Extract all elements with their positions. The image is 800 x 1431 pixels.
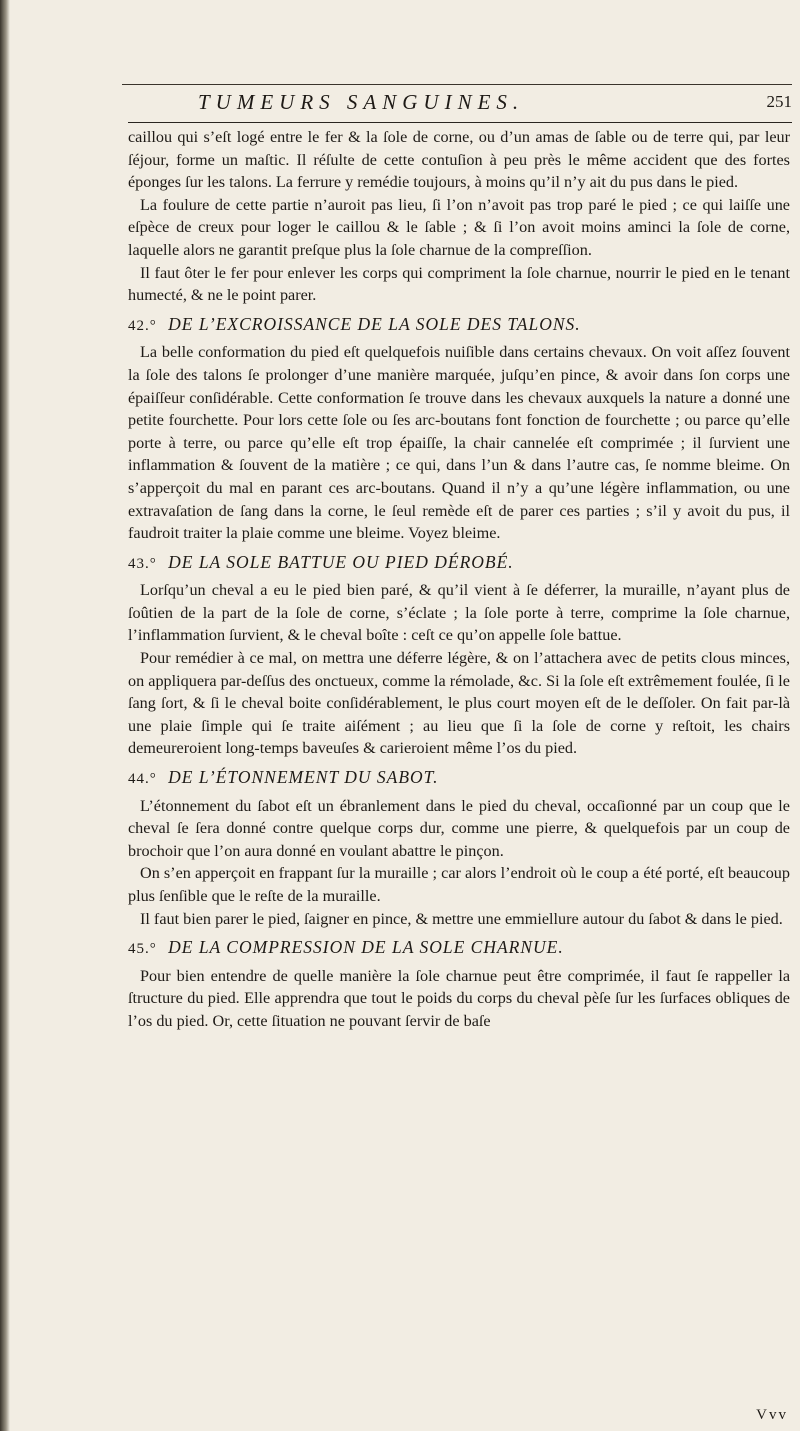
section-heading-43 [128, 551, 790, 576]
paragraph: Il faut bien parer le pied, ſaigner en pince, & mettre une emmiellure autour du ſabot & dans le pied. [140, 909, 783, 928]
paragraph: Lorſqu’un cheval a eu le pied bien paré, & qu’il vient à ſe déferrer, la muraille, n’ayant plus de ſoûtien de la part de la ſole de corne, s’éclate ; la ſole porte à terre, comprime la ſole charnue, l’inflammation ſurvient, & le cheval boîte : ceſt ce qu’on appelle ſole battue. [128, 581, 790, 645]
paragraph: La foulure de cette partie n’auroit pas lieu, ſi l’on n’avoit pas trop paré le pied ; ce qui laiſſe une eſpèce de creux pour loger le caillou & le ſable ; & ſi l’on avoit moins aminci la ſole de corne, laquelle alors ne garantit preſque plus la ſole charnue de la compreſſion. [128, 195, 790, 259]
page-number: 251 [766, 92, 792, 111]
section-heading-44 [128, 766, 790, 791]
section-number: 42.° [128, 317, 157, 334]
section-number: 45.° [128, 941, 157, 958]
signature-mark: Vvv [756, 1407, 788, 1423]
section-number: 43.° [128, 555, 157, 572]
paragraph: Pour bien entendre de quelle manière la ſole charnue peut être comprimée, il faut ſe rappeller la ſtructure du pied. Elle apprendra que tout le poids du corps du cheval pèſe ſur les ſurfaces obliques de l’os du pied. Or, cette ſituation ne pouvant ſervir de baſe [128, 966, 790, 1030]
section-title: DE L’EXCROISSANCE DE LA SOLE DES TALONS. [168, 313, 581, 334]
paragraph: Il faut ôter le fer pour enlever les corps qui compriment la ſole charnue, nourrir le pied en le tenant humecté, & ne le point parer. [128, 263, 790, 305]
running-head [128, 88, 792, 118]
section-title: DE LA SOLE BATTUE OU PIED DÉROBÉ. [168, 551, 514, 572]
section-title: DE L’ÉTONNEMENT DU SABOT. [168, 767, 439, 788]
top-rule [122, 84, 792, 85]
section-heading-45 [128, 936, 790, 961]
paragraph: On s’en apperçoit en frappant ſur la muraille ; car alors l’endroit où le coup a été porté, eſt beaucoup plus ſenſible que le reſte de la muraille. [128, 864, 790, 905]
paragraph: L’étonnement du ſabot eſt un ébranlement dans le pied du cheval, occaſionné par un coup que le cheval ſe ſera donné contre quelque corps dur, comme une pierre, & quelquefois par un coup de brochoir que l’on aura donné en voulant abattre le pinçon. [128, 796, 790, 860]
paragraph: La belle conformation du pied eſt quelquefois nuiſible dans certains chevaux. On voit aſſez ſouvent la ſole des talons ſe prolonger d’une manière marquée, juſqu’en pince, & avoir dans ſon corps une épaiſſeur conſidérable. Cette conformation ſe trouve dans les chevaux auxquels la nature a donné une petite fourchette. Pour lors cette ſole ou ſes arc-boutans font fonction de fourchette ; ou parce qu’elle porte à terre, ou parce qu’elle eſt trop épaiſſe, la chair cannelée eſt comprimée ; il ſurvient une inflammation & ſouvent de la matière ; ce qui, dans l’un & dans l’autre cas, ſe nomme bleime. On s’apperçoit du mal en parant ces arc-boutans. Quand il n’y a qu’une légère inflammation, ou une extravaſation de ſang dans la corne, le ſeul remède eſt de parer ces parties ; s’il y avoit du pus, il faudroit traiter la plaie comme une bleime. Voyez bleime. [128, 343, 790, 543]
paragraph: caillou qui s’eſt logé entre le fer & la ſole de corne, ou d’un amas de ſable ou de terre qui, par leur ſéjour, forme un maſtic. Il réſulte de cette contuſion à peu près le même accident que des fortes éponges ſur les talons. La ferrure y remédie toujours, à moins qu’il n’y ait du pus dans le pied. [128, 128, 790, 192]
paragraph: Pour remédier à ce mal, on mettra une déferre légère, & on l’attachera avec de petits clous minces, on appliquera par-deſſus des onctueux, comme la rémolade, &c. Si la ſole eſt extrêmement foulée, ſi le ſang ſort, & ſi le cheval boite conſidérablement, le plus court moyen eſt de le deſſoler. On fait par-là une plaie ſimple qui ſe traite aiſément ; au lieu que ſi la ſole de corne y reſtoit, les chairs demeureroient long-temps baveuſes & carieroient même l’os du pied. [128, 649, 790, 758]
section-heading-42 [128, 313, 790, 338]
page-body [128, 126, 790, 1033]
section-number: 44.° [128, 771, 157, 788]
running-head-title: TUMEURS SANGUINES. [198, 90, 525, 114]
section-title: DE LA COMPRESSION DE LA SOLE CHARNUE. [168, 937, 564, 958]
header-rule [128, 122, 792, 123]
book-spine-shadow [0, 0, 10, 1431]
